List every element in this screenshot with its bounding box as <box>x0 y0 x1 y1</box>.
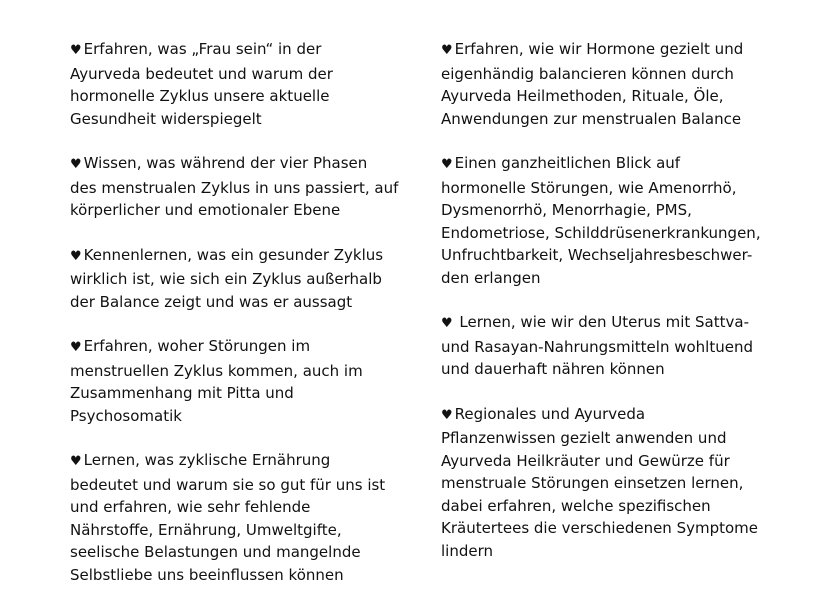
list-item <box>441 311 786 381</box>
list-item-text: Erfahren, wie wir Hormone gezielt und eigenhändig balancieren können durch Ayurveda Heilmethoden, Rituale, Öle, Anwendungen zur menstrualen Balance <box>441 40 744 128</box>
list-item-text: Regionales und Ayurveda Pflanzenwissen gezielt anwenden und Ayurveda Heilkräuter und Gewürze für menstruale Störungen einsetzen lernen, dabei erfahren, welche spezifischen Kräutertees die verschiedenen Symptome lindern <box>441 404 759 560</box>
list-item-text: Erfahren, woher Störungen im menstruellen Zyklus kommen, auch im Zusammenhang mit Pitta und Psychosomatik <box>70 337 363 425</box>
heart-icon: ♥ <box>70 454 82 469</box>
list-item <box>441 403 786 563</box>
list-item-text: Kennenlernen, was ein gesunder Zyklus wirklich ist, wie sich ein Zyklus außerhalb der Balance zeigt und was er aussagt <box>70 245 384 311</box>
list-item <box>70 449 410 586</box>
right-column <box>441 38 786 584</box>
list-item <box>70 152 410 222</box>
list-item-text: Erfahren, was „Frau sein“ in der Ayurveda bedeutet und warum der hormonelle Zyklus unsere aktuelle Gesundheit widerspiegelt <box>70 40 333 128</box>
list-item-text: Einen ganzheitlichen Blick auf hormonelle Störungen, wie Amenorrhö, Dysmenorrhö, Menorrhagie, PMS, Endometriose, Schilddrüsenerkrankungen, Unfruchtbarkeit, Wechseljahresbeschwer- den erlangen <box>441 154 761 287</box>
list-item <box>70 335 410 427</box>
list-item <box>441 38 786 130</box>
heart-icon: ♥ <box>441 157 453 172</box>
list-item <box>441 152 786 289</box>
heart-icon: ♥ <box>441 407 453 423</box>
heart-icon: ♥ <box>441 43 453 58</box>
list-item-text: Lernen, was zyklische Ernährung bedeutet und warum sie so gut für uns ist und erfahren, wie sehr fehlende Nährstoffe, Ernährung, Umweltgifte, seelische Belastungen und mangelnde Selbstliebe uns beeinflussen können <box>70 451 386 584</box>
list-item-text: Wissen, was während der vier Phasen des menstrualen Zyklus in uns passiert, auf körperlicher und emotionaler Ebene <box>70 154 399 219</box>
heart-icon: ♥ <box>70 340 82 355</box>
heart-icon: ♥ <box>70 43 82 58</box>
list-item <box>70 244 410 314</box>
list-item-text: Lernen, wie wir den Uterus mit Sattva- und Rasayan-Nahrungsmitteln wohltuend und dauerhaft nähren können <box>441 313 753 378</box>
heart-icon: ♥ <box>70 157 82 172</box>
list-item <box>70 38 410 130</box>
heart-icon: ♥ <box>441 316 453 331</box>
left-column <box>70 38 410 608</box>
heart-icon: ♥ <box>70 248 82 264</box>
